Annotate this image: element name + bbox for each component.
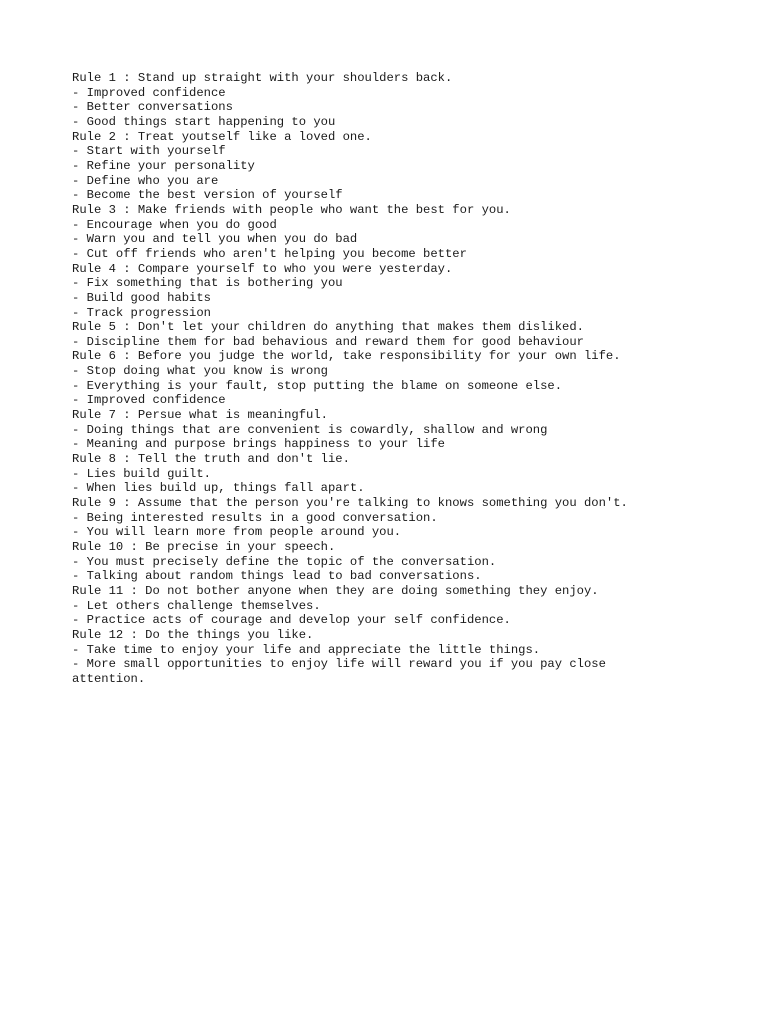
rule-point: - Everything is your fault, stop putting the blame on someone else. (72, 378, 563, 393)
rule-point: - Meaning and purpose brings happiness to your life (72, 437, 445, 452)
rule-point: - Doing things that are convenient is cowardly, shallow and wrong (72, 422, 548, 437)
rule-heading: Rule 10 : Be precise in your speech. (72, 540, 336, 554)
rule-heading: Rule 8 : Tell the truth and don't lie. (72, 452, 350, 467)
rule-point: - Become the best version of yourself (72, 188, 343, 203)
rule-point: - Cut off friends who aren't helping you become better (72, 246, 467, 261)
rule-point: - When lies build up, things fall apart. (72, 481, 365, 496)
rule-point: - Improved confidence (72, 85, 226, 100)
rule-point: - Encourage when you do good (72, 217, 277, 232)
rule-point: - Practice acts of courage and develop your self confidence. (72, 613, 511, 628)
rule-point: - Lies build guilt. (72, 466, 211, 481)
rule-point: - Take time to enjoy your life and appreciate the little things. (72, 642, 541, 657)
rule-point: - Track progression (72, 305, 211, 320)
rule-heading: Rule 1 : Stand up straight with your shoulders back. (72, 71, 453, 85)
rule-point: - Define who you are (72, 173, 219, 188)
rule-heading: Rule 9 : Assume that the person you're talking to knows something you don't. (72, 496, 628, 511)
rule-point: - Talking about random things lead to bad conversations. (72, 569, 482, 584)
rule-point: - Discipline them for bad behavious and reward them for good behaviour (72, 334, 584, 349)
rule-point: - You must precisely define the topic of the conversation. (72, 554, 497, 569)
rule-heading: Rule 7 : Persue what is meaningful. (72, 408, 328, 423)
rule-heading: Rule 12 : Do the things you like. (72, 627, 314, 642)
rule-heading: Rule 5 : Don't let your children do anything that makes them disliked. (72, 320, 584, 335)
rule-heading: Rule 3 : Make friends with people who want the best for you. (72, 202, 511, 217)
rule-point: - Improved confidence (72, 393, 226, 408)
rule-point: - Stop doing what you know is wrong (72, 364, 328, 379)
rule-heading: Rule 11 : Do not bother anyone when they are doing something they enjoy. (72, 583, 599, 598)
rule-heading: Rule 4 : Compare yourself to who you were yesterday. (72, 261, 453, 276)
rule-point: - Fix something that is bothering you (72, 276, 343, 291)
rule-point: - Refine your personality (72, 158, 255, 173)
document-page (72, 71, 672, 687)
rule-point: - Let others challenge themselves. (72, 598, 321, 613)
rule-point: - Build good habits (72, 290, 211, 305)
rule-point: - Being interested results in a good conversation. (72, 510, 438, 525)
rule-point: - More small opportunities to enjoy life will reward you if you pay close attention. (72, 657, 606, 686)
rule-point: - You will learn more from people around you. (72, 525, 402, 540)
rule-point: - Warn you and tell you when you do bad (72, 232, 358, 247)
rule-point: - Better conversations (72, 100, 233, 115)
rule-point: - Start with yourself (72, 144, 226, 159)
rule-point: - Good things start happening to you (72, 114, 336, 129)
rule-heading: Rule 2 : Treat youtself like a loved one. (72, 129, 372, 144)
rule-heading: Rule 6 : Before you judge the world, take responsibility for your own life. (72, 349, 621, 364)
